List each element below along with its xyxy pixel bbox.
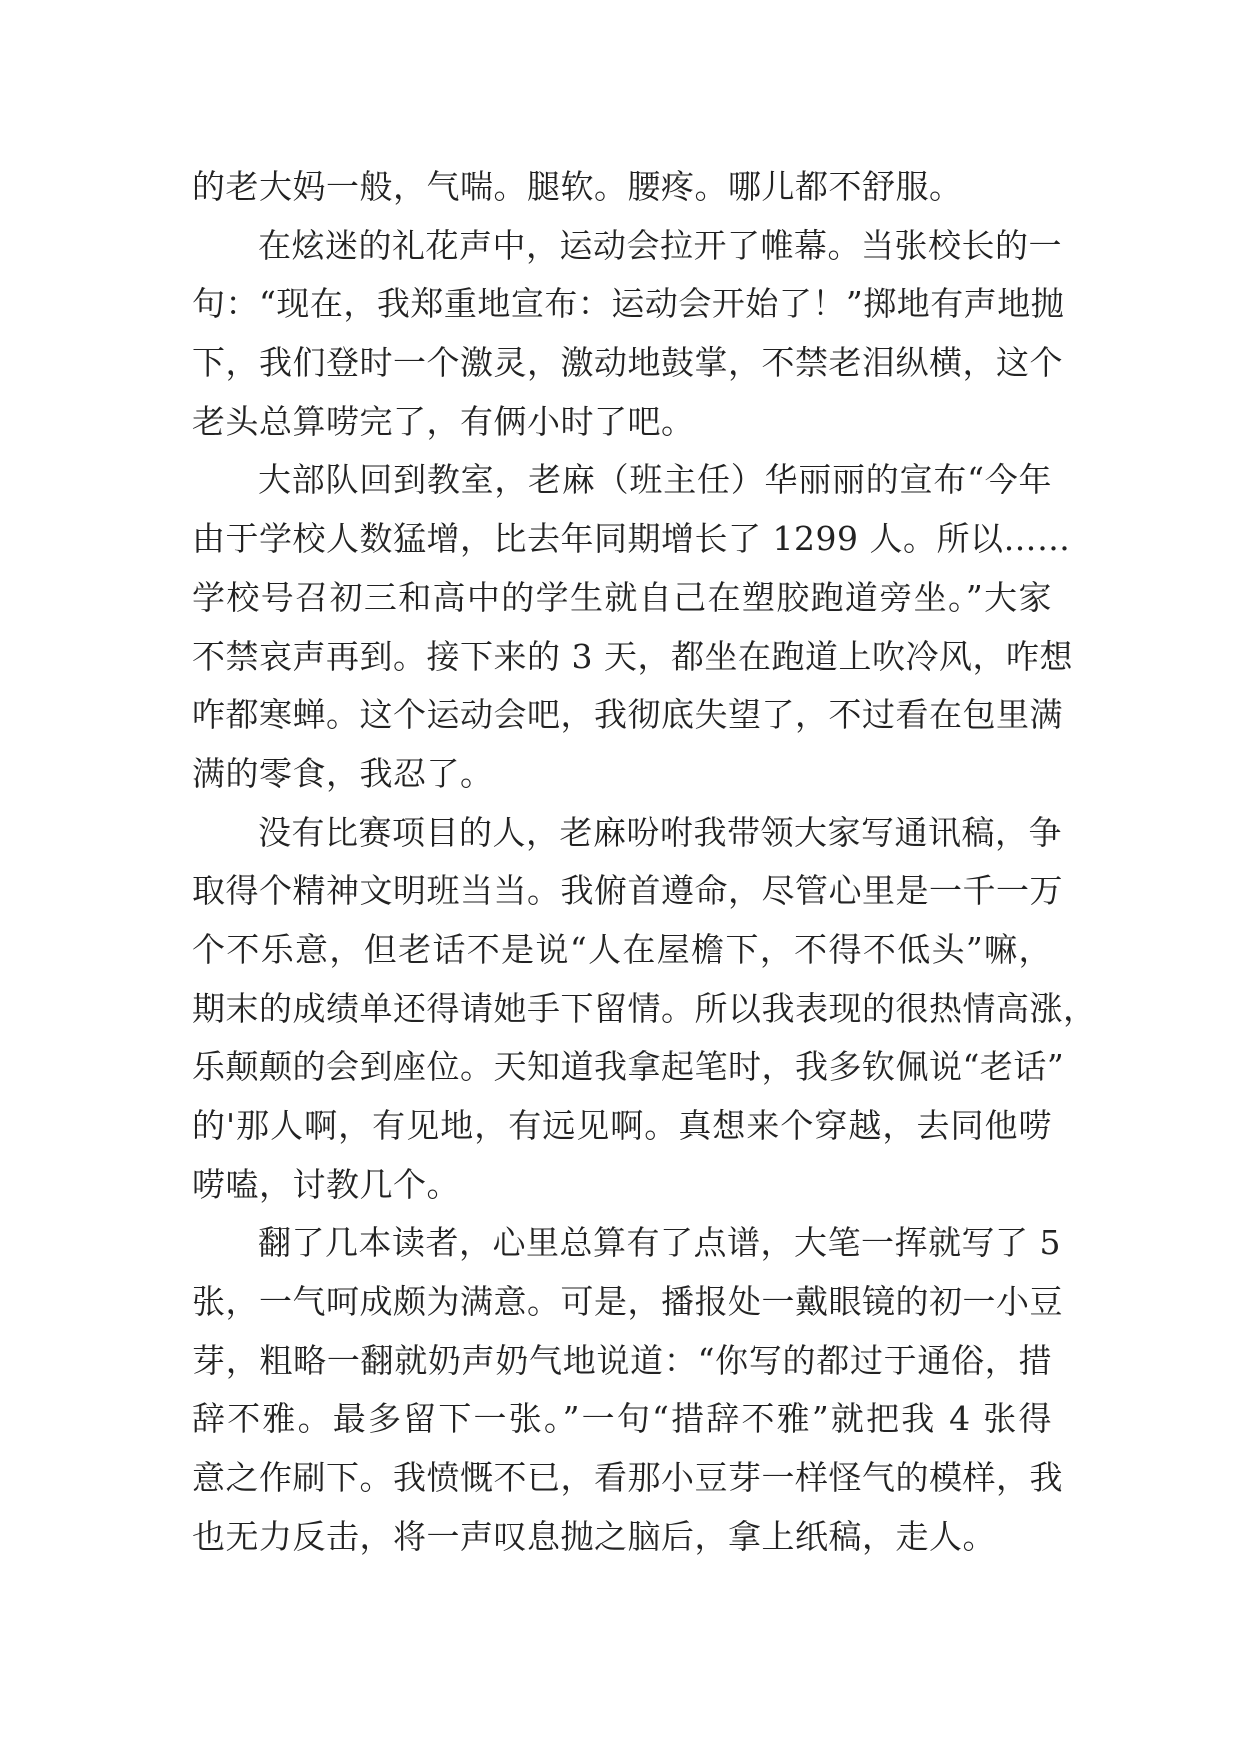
- text-line: 意之作刷下。我愤慨不已，看那小豆芽一样怪气的模样，我: [192, 1458, 1063, 1498]
- document-body: [192, 158, 1097, 1567]
- text-line: 在炫迷的礼花声中，运动会拉开了帷幕。当张校长的一: [258, 225, 1062, 265]
- text-line: 大部队回到教室，老麻（班主任）华丽丽的宣布“今年: [258, 460, 1052, 500]
- text-line: 期末的成绩单还得请她手下留情。所以我表现的很热情高涨，: [192, 988, 1097, 1028]
- text-line: 满的零食，我忍了。: [192, 753, 494, 793]
- text-line: 下，我们登时一个激灵，激动地鼓掌，不禁老泪纵横，这个: [192, 343, 1063, 383]
- text-line: 的'那人啊，有见地，有远见啊。真想来个穿越，去同他唠: [192, 1106, 1052, 1145]
- text-line: 老头总算唠完了，有俩小时了吧。: [192, 401, 695, 441]
- text-line: 句：“现在，我郑重地宣布：运动会开始了！”掷地有声地抛: [192, 284, 1065, 324]
- text-line: 芽，粗略一翻就奶声奶气地说道：“你写的都过于通俗，措: [192, 1340, 1052, 1380]
- text-line: 翻了几本读者，心里总算有了点谱，大笔一挥就写了 5: [258, 1223, 1061, 1263]
- text-line: 也无力反击，将一声叹息抛之脑后，拿上纸稿，走人。: [192, 1516, 996, 1556]
- text-line: 不禁哀声再到。接下来的 3 天，都坐在跑道上吹冷风，咋想: [192, 636, 1073, 676]
- text-line: 学校号召初三和高中的学生就自己在塑胶跑道旁坐。”大家: [192, 577, 1052, 617]
- text-line: 张，一气呵成颇为满意。可是，播报处一戴眼镜的初一小豆: [192, 1282, 1063, 1322]
- text-line: 个不乐意，但老话不是说“人在屋檐下，不得不低头”嘛，: [192, 929, 1052, 969]
- text-line: 没有比赛项目的人，老麻吩咐我带领大家写通讯稿，争: [258, 812, 1062, 852]
- text-line: 唠嗑，讨教几个。: [192, 1164, 460, 1204]
- text-line: 取得个精神文明班当当。我俯首遵命，尽管心里是一千一万: [192, 871, 1063, 911]
- text-line: 由于学校人数猛增，比去年同期增长了 1299 人。所以……: [192, 519, 1071, 559]
- text-line: 乐颠颠的会到座位。天知道我拿起笔时，我多钦佩说“老话”: [192, 1047, 1065, 1087]
- text-line: 辞不雅。最多留下一张。”一句“措辞不雅”就把我 4 张得: [192, 1399, 1052, 1439]
- text-line: 咋都寒蝉。这个运动会吧，我彻底失望了，不过看在包里满: [192, 695, 1063, 735]
- text-line: 的老大妈一般，气喘。腿软。腰疼。哪儿都不舒服。: [192, 167, 963, 206]
